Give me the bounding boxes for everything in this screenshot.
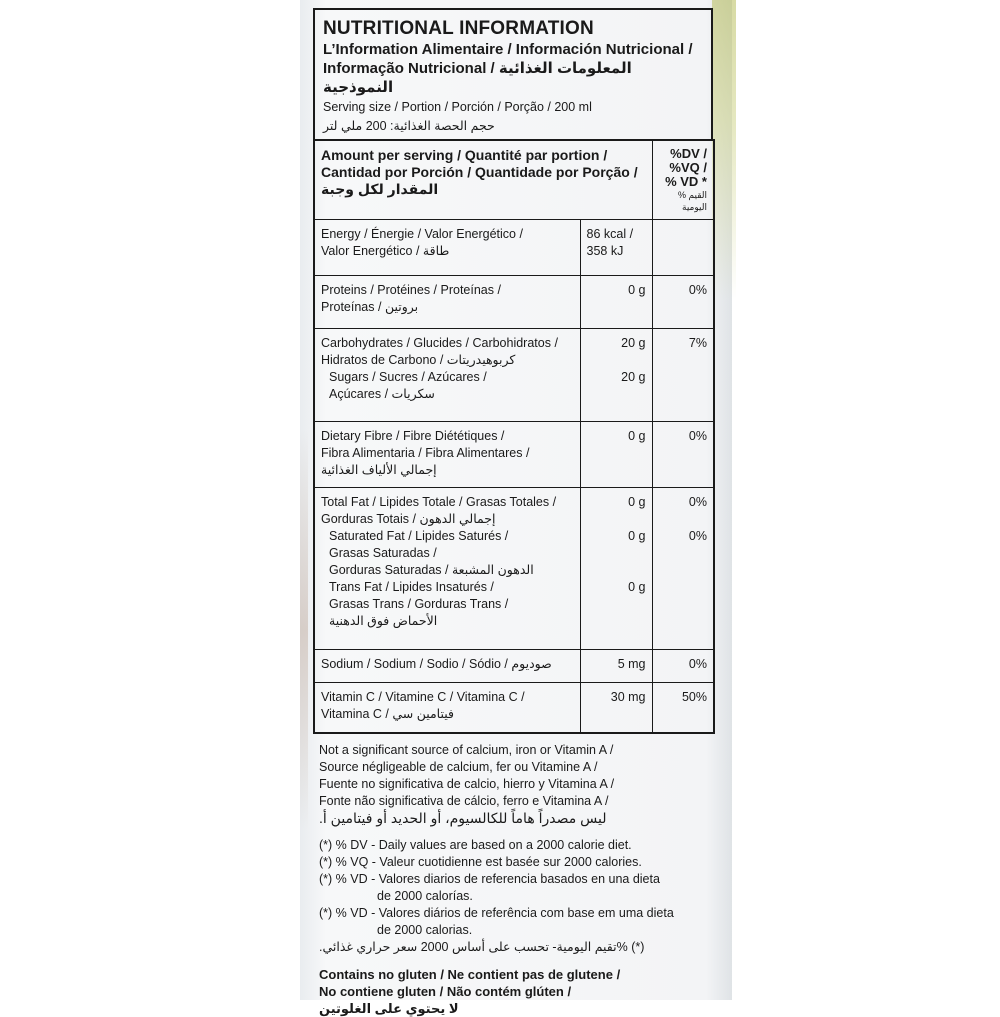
table-row-protein bbox=[314, 276, 714, 329]
gluten-line-1: Contains no gluten / Ne contient pas de glutene / bbox=[319, 966, 621, 982]
serving-size: Serving size / Portion / Porción / Porção / 200 ml bbox=[323, 100, 592, 114]
sodium-amount: 5 mg bbox=[580, 650, 652, 683]
subtitle-pt: Informação Nutricional / bbox=[323, 60, 495, 77]
table-row-fibre bbox=[314, 422, 714, 488]
fat-label-2: Gorduras Totais / إجمالي الدهون bbox=[321, 512, 496, 526]
fibre-label-1: Dietary Fibre / Fibre Diététiques / bbox=[321, 429, 505, 443]
amount-per-serving-ar: المقدار لكل وجبة bbox=[321, 181, 439, 197]
source-note-4: Fonte não significativa de cálcio, ferro e Vitamina A / bbox=[319, 793, 609, 808]
sat-fat-label-3: Gorduras Saturadas / الدهون المشبعة bbox=[329, 563, 534, 577]
carbs-label-1: Carbohydrates / Glucides / Carbohidratos / bbox=[321, 336, 558, 350]
source-note-2: Source négligeable de calcium, fer ou Vitamine A / bbox=[319, 759, 598, 774]
trans-fat-amount: 0 g bbox=[628, 580, 646, 594]
dv-header-cell bbox=[652, 140, 714, 220]
label-header bbox=[313, 8, 713, 139]
label-subtitle-line2 bbox=[323, 59, 703, 97]
fibre-dv: 0% bbox=[652, 422, 714, 488]
vitc-label-2: Vitamina C / فيتامين سي bbox=[321, 707, 455, 721]
energy-kcal: 86 kcal / bbox=[586, 227, 634, 241]
sodium-label: Sodium / Sodium / Sodio / Sódio / صوديوم bbox=[314, 650, 580, 683]
gluten-line-ar: لا يحتوي على الغلوتين bbox=[319, 1000, 459, 1016]
sat-fat-label-2: Grasas Saturadas / bbox=[329, 546, 437, 560]
sodium-dv: 0% bbox=[652, 650, 714, 683]
source-note-ar: ليس مصدراً هاماً للكالسيوم، أو الحديد أو فيتامين أ. bbox=[319, 809, 607, 826]
gluten-statement bbox=[319, 966, 707, 1017]
amount-per-serving-1: Amount per serving / Quantité par portion / bbox=[321, 147, 608, 163]
fibre-label-ar: إجمالي الألياف الغذائية bbox=[321, 463, 437, 477]
energy-amount bbox=[580, 220, 652, 276]
table-header-row bbox=[314, 140, 714, 220]
dv-header-ar: % القيم اليومية bbox=[677, 190, 707, 212]
fat-dv: 0% bbox=[688, 495, 707, 509]
carbs-amount: 20 g bbox=[621, 336, 646, 350]
protein-label-2: Proteínas / بروتين bbox=[321, 300, 419, 314]
energy-dv bbox=[652, 220, 714, 276]
carbs-amount-cell bbox=[580, 329, 652, 422]
dv-notes bbox=[319, 837, 707, 956]
fat-dv-cell bbox=[652, 488, 714, 650]
dv-note-4a: (*) % VD - Valores diários de referência com base em uma dieta bbox=[319, 905, 674, 920]
dv-note-ar: (*) %تقيم اليومية- تحسب على أساس 2000 سعر حراري غذائي. bbox=[319, 939, 645, 954]
sugars-label-1: Sugars / Sucres / Azúcares / bbox=[329, 370, 487, 384]
label-title: NUTRITIONAL INFORMATION bbox=[323, 18, 594, 39]
fibre-label bbox=[314, 422, 580, 488]
energy-label-2: Valor Energético / طاقة bbox=[321, 244, 450, 258]
sat-fat-amount: 0 g bbox=[628, 529, 646, 543]
fat-amount: 0 g bbox=[628, 495, 646, 509]
table-row-vitc bbox=[314, 683, 714, 733]
nutrition-label bbox=[313, 8, 713, 1017]
energy-label bbox=[314, 220, 580, 276]
fibre-label-2: Fibra Alimentaria / Fibra Alimentares / bbox=[321, 446, 530, 460]
sat-fat-dv: 0% bbox=[688, 529, 707, 543]
label-footer bbox=[313, 734, 713, 1017]
carbs-dv: 7% bbox=[652, 329, 714, 422]
table-row-energy bbox=[314, 220, 714, 276]
protein-amount: 0 g bbox=[580, 276, 652, 329]
source-note-1: Not a significant source of calcium, iron or Vitamin A / bbox=[319, 742, 614, 757]
carbs-label bbox=[314, 329, 580, 422]
dv-header-3: % VD * bbox=[665, 174, 707, 189]
protein-label bbox=[314, 276, 580, 329]
trans-fat-label-2: Grasas Trans / Gorduras Trans / bbox=[329, 597, 509, 611]
amount-per-serving-cell bbox=[314, 140, 652, 220]
table-row-carbs bbox=[314, 329, 714, 422]
gluten-line-2: No contiene gluten / Não contém glúten / bbox=[319, 983, 572, 999]
sat-fat-label-1: Saturated Fat / Lipides Saturés / bbox=[329, 529, 509, 543]
subtitle-ar: المعلومات الغذائية النموذجية bbox=[323, 60, 632, 96]
trans-fat-label-ar: الأحماض فوق الدهنية bbox=[329, 614, 438, 628]
trans-fat-label-1: Trans Fat / Lipides Insaturés / bbox=[329, 580, 494, 594]
fibre-amount: 0 g bbox=[580, 422, 652, 488]
vitc-label bbox=[314, 683, 580, 733]
table-row-sodium bbox=[314, 650, 714, 683]
amount-per-serving-2: Cantidad por Porción / Quantidade por Porção / bbox=[321, 164, 638, 180]
vitc-dv: 50% bbox=[652, 683, 714, 733]
fat-label-1: Total Fat / Lipides Totale / Grasas Totales / bbox=[321, 495, 557, 509]
energy-kj: 358 kJ bbox=[586, 244, 624, 258]
vitc-amount: 30 mg bbox=[580, 683, 652, 733]
source-note-3: Fuente no significativa de calcio, hierro y Vitamina A / bbox=[319, 776, 615, 791]
vitc-label-1: Vitamin C / Vitamine C / Vitamina C / bbox=[321, 690, 525, 704]
dv-note-1: (*) % DV - Daily values are based on a 2000 calorie diet. bbox=[319, 837, 632, 852]
dv-header-1: %DV / bbox=[670, 146, 707, 161]
package-green-edge bbox=[712, 0, 736, 300]
carbs-label-2: Hidratos de Carbono / كربوهيدريتات bbox=[321, 353, 516, 367]
protein-dv: 0% bbox=[652, 276, 714, 329]
dv-note-3a: (*) % VD - Valores diarios de referencia basados en una dieta bbox=[319, 871, 660, 886]
nutrition-table bbox=[313, 139, 715, 734]
package-shadow-edge bbox=[300, 430, 308, 830]
sugars-amount: 20 g bbox=[621, 370, 646, 384]
label-subtitle-line1: L’Information Alimentaire / Información Nutricional / bbox=[323, 41, 693, 58]
table-row-fat bbox=[314, 488, 714, 650]
dv-note-3b: de 2000 calorías. bbox=[377, 888, 473, 903]
fat-label bbox=[314, 488, 580, 650]
dv-note-4b: de 2000 calorias. bbox=[377, 922, 473, 937]
serving-size-ar: حجم الحصة الغذائية: 200 ملي لتر bbox=[323, 119, 495, 133]
dv-header-2: %VQ / bbox=[669, 160, 707, 175]
sugars-label-2: Açúcares / سكريات bbox=[329, 387, 435, 401]
dv-note-2: (*) % VQ - Valeur cuotidienne est basée sur 2000 calories. bbox=[319, 854, 642, 869]
protein-label-1: Proteins / Protéines / Proteínas / bbox=[321, 283, 501, 297]
energy-label-1: Energy / Énergie / Valor Energético / bbox=[321, 227, 523, 241]
fat-amount-cell bbox=[580, 488, 652, 650]
